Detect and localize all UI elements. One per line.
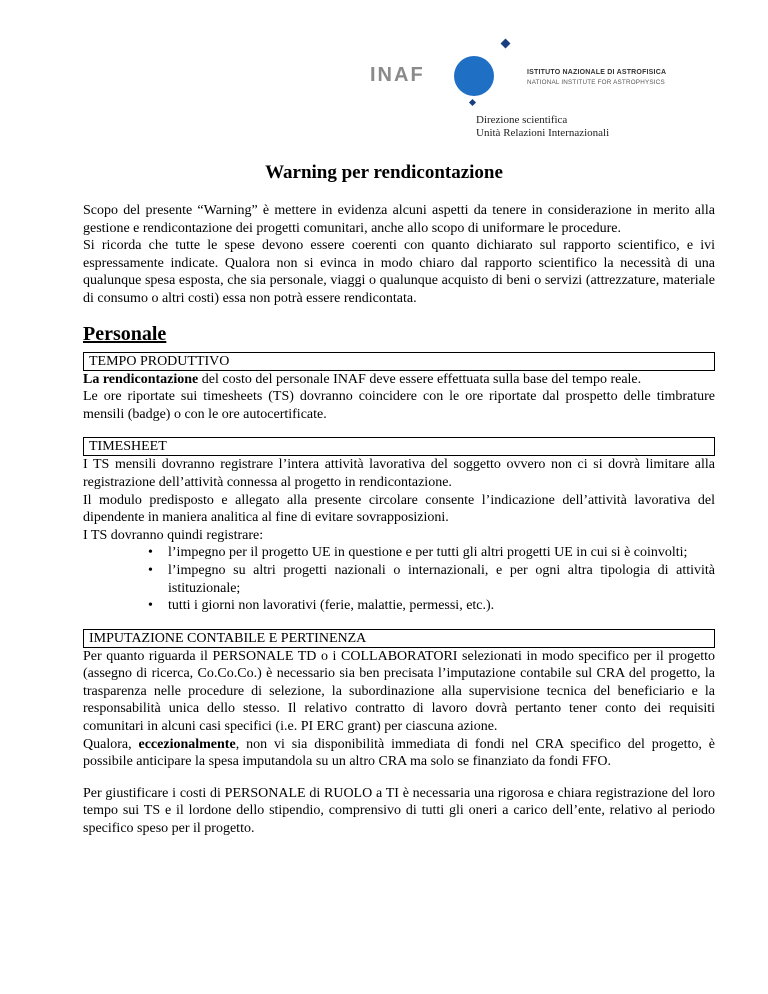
institute-name-it: ISTITUTO NAZIONALE DI ASTROFISICA xyxy=(527,69,667,76)
intro-paragraph-1: Scopo del presente “Warning” è mettere in evidenza alcuni aspetti da tenere in considerazione in merito alla gestione e rendicontazione dei progetti comunitari, anche allo scopo di uniformare le procedure. xyxy=(83,203,715,236)
list-item: • tutti i giorni non lavorativi (ferie, malattie, permessi, etc.). xyxy=(168,597,715,615)
document-title: Warning per rendicontazione xyxy=(265,162,503,183)
imputazione-paragraph-2 xyxy=(83,736,715,771)
inaf-logo-circle-icon xyxy=(454,56,494,96)
tempo-rest: del costo del personale INAF deve essere effettuata sulla base del tempo reale. xyxy=(198,371,642,387)
imputazione-block xyxy=(83,629,715,771)
timesheet-paragraph-1: I TS mensili dovranno registrare l’intera attività lavorativa del soggetto ovvero non ci si dovrà limitare alla registrazione dell’attività connessa al progetto in rendicontazione. xyxy=(83,457,715,490)
imputazione-box: IMPUTAZIONE CONTABILE E PERTINENZA xyxy=(83,629,715,648)
imputazione-p2-start: Qualora, xyxy=(83,736,139,752)
list-item: • l’impegno su altri progetti nazionali o internazionali, e per ogni altra tipologia di attività istituzionale; xyxy=(168,562,715,597)
intro-paragraph-2: Si ricorda che tutte le spese devono essere coerenti con quanto dichiarato sul rapporto scientifico, e ivi espressamente indicate. Qualora non si evinca in modo chiaro dal rapporto scientifico la necessità di una qualunque spesa esposta, che sia personale, viaggi o qualunque acquisto di beni o servizi (attrezzature, materiale di consumo o altri costi) essa non potrà essere rendicontata. xyxy=(83,238,715,306)
inaf-logo-text: INAF xyxy=(370,64,425,86)
imputazione-p2-end: , non vi sia disponibilità immediata di fondi nel CRA specifico del progetto, è possibile anticipare la spesa imputandola su un altro CRA ma solo se finanziato da fondi FFO. xyxy=(83,736,716,770)
document-body xyxy=(83,202,715,838)
timesheet-paragraph-2: Il modulo predisposto e allegato alla presente circolare consente l’indicazione dell’attività lavorativa del dipendente in maniera analitica al fine di evitare sovrapposizioni. xyxy=(83,492,715,526)
timesheet-box: TIMESHEET xyxy=(83,437,715,456)
list-item: • l’impegno per il progetto UE in questione e per tutti gli altri progetti UE in cui si è coinvolti; xyxy=(168,544,715,562)
imputazione-paragraph-1: Per quanto riguarda il PERSONALE TD o i COLLABORATORI selezionati in modo specifico per il progetto (assegno di ricerca, Co.Co.Co.) è necessario sia ben precisata l’imputazione contabile sul CRA del progetto, la trasparenza nelle procedure di selezione, la subordinazione alla supervisione tecnica del beneficiario e la responsabilità unica dello stesso. Il relativo contratto di lavoro dovrà pertanto tener conto dei requisiti comunitari in alcuni casi specifici (i.e. PI ERC grant) per ciascuna azione. xyxy=(83,648,715,735)
personale-ruolo-paragraph: Per giustificare i costi di PERSONALE di RUOLO a TI è necessaria una rigorosa e chiara registrazione del loro tempo sui TS e il lordone dello stipendio, comprensivo di tutti gli oneri a carico dell’ente, relativo al periodo specifico speso per il progetto. xyxy=(83,785,715,837)
header-logo xyxy=(0,0,768,140)
department-line-1: Direzione scientifica xyxy=(476,114,568,126)
timesheet-block xyxy=(83,437,715,614)
logo-star-icon xyxy=(501,39,511,49)
institute-name-en: NATIONAL INSTITUTE FOR ASTROPHYSICS xyxy=(527,79,665,86)
tempo-bold-lead: La rendicontazione xyxy=(83,371,199,387)
timesheet-bullet-list xyxy=(83,544,715,614)
department-line-2: Unità Relazioni Internazionali xyxy=(476,127,610,139)
section-heading: Personale xyxy=(83,322,167,345)
tempo-paragraph-1 xyxy=(83,371,715,389)
tempo-produttivo-block xyxy=(83,352,715,424)
tempo-paragraph-2: Le ore riportate sui timesheets (TS) dovranno coincidere con le ore riportate dal prospetto delle timbrature mensili (badge) o con le ore autocertificate. xyxy=(83,389,715,422)
imputazione-p2-bold: eccezionalmente xyxy=(138,736,236,752)
timesheet-paragraph-3: I TS dovranno quindi registrare: xyxy=(83,527,264,543)
department xyxy=(476,114,609,140)
tempo-produttivo-box: TEMPO PRODUTTIVO xyxy=(83,352,715,371)
logo-star-icon xyxy=(469,99,476,106)
